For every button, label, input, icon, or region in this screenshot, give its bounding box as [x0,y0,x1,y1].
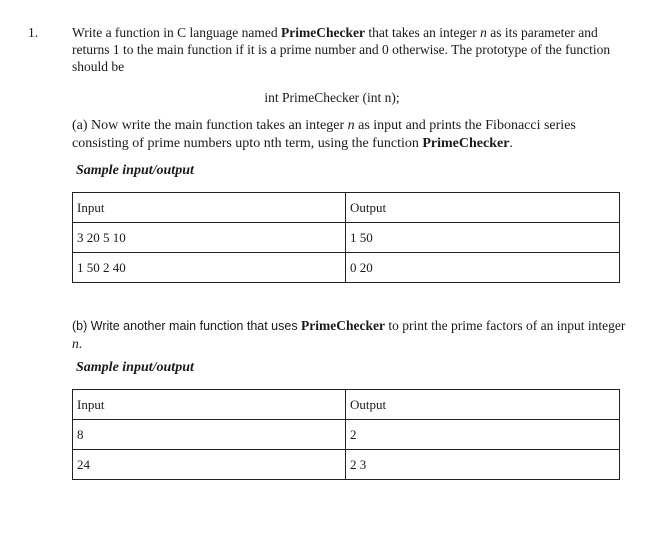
question-intro [72,24,632,75]
question-intro-text-1: Write a function in C language named [72,25,282,40]
table-row [73,420,620,450]
part-b-sample-heading: Sample input/output [76,360,194,375]
input-header: Input [73,193,346,223]
output-cell: 0 20 [346,253,620,283]
part-a-text-3: . [509,136,513,151]
output-header: Output [346,390,620,420]
part-a-sample-heading: Sample input/output [76,163,194,178]
function-prototype: int PrimeChecker (int n); [264,90,400,105]
part-b-text [72,317,632,352]
table-row [73,223,620,253]
part-a-text-1: (a) Now write the main function takes an integer [72,118,348,133]
output-header: Output [346,193,620,223]
input-header: Input [73,390,346,420]
part-a-text-2: as input and prints the Fibonacci series consisting of prime numbers upto nth term, using the function [72,118,576,151]
table-header-row [73,390,620,420]
variable-n: n [480,25,487,40]
part-b-io-table [72,389,620,480]
table-row [73,253,620,283]
part-b-text-2: to print the prime factors of an input integer [385,318,626,333]
question-intro-text-2: that takes an integer [364,25,481,40]
input-cell: 3 20 5 10 [73,223,346,253]
part-a-variable: n [347,118,355,133]
part-a-io-table [72,192,620,283]
output-cell: 2 3 [346,450,620,480]
function-name: PrimeChecker [281,25,365,40]
input-cell: 1 50 2 40 [73,253,346,283]
question-intro-text-3: as its parameter and returns 1 to the main function if it is a prime number and 0 otherwise. The prototype of the function should be [72,25,611,74]
part-b-text-1: (b) Write another main function that uses [72,319,302,333]
table-row [73,450,620,480]
input-cell: 8 [73,420,346,450]
part-b-variable: n [72,336,79,351]
output-cell: 1 50 [346,223,620,253]
part-b-function-name: PrimeChecker [301,318,386,333]
input-cell: 24 [73,450,346,480]
output-cell: 2 [346,420,620,450]
part-a-text [72,117,632,153]
question-number: 1. [28,25,39,40]
part-a-function-name: PrimeChecker [422,136,510,151]
part-b-text-3: . [78,336,83,351]
table-header-row [73,193,620,223]
